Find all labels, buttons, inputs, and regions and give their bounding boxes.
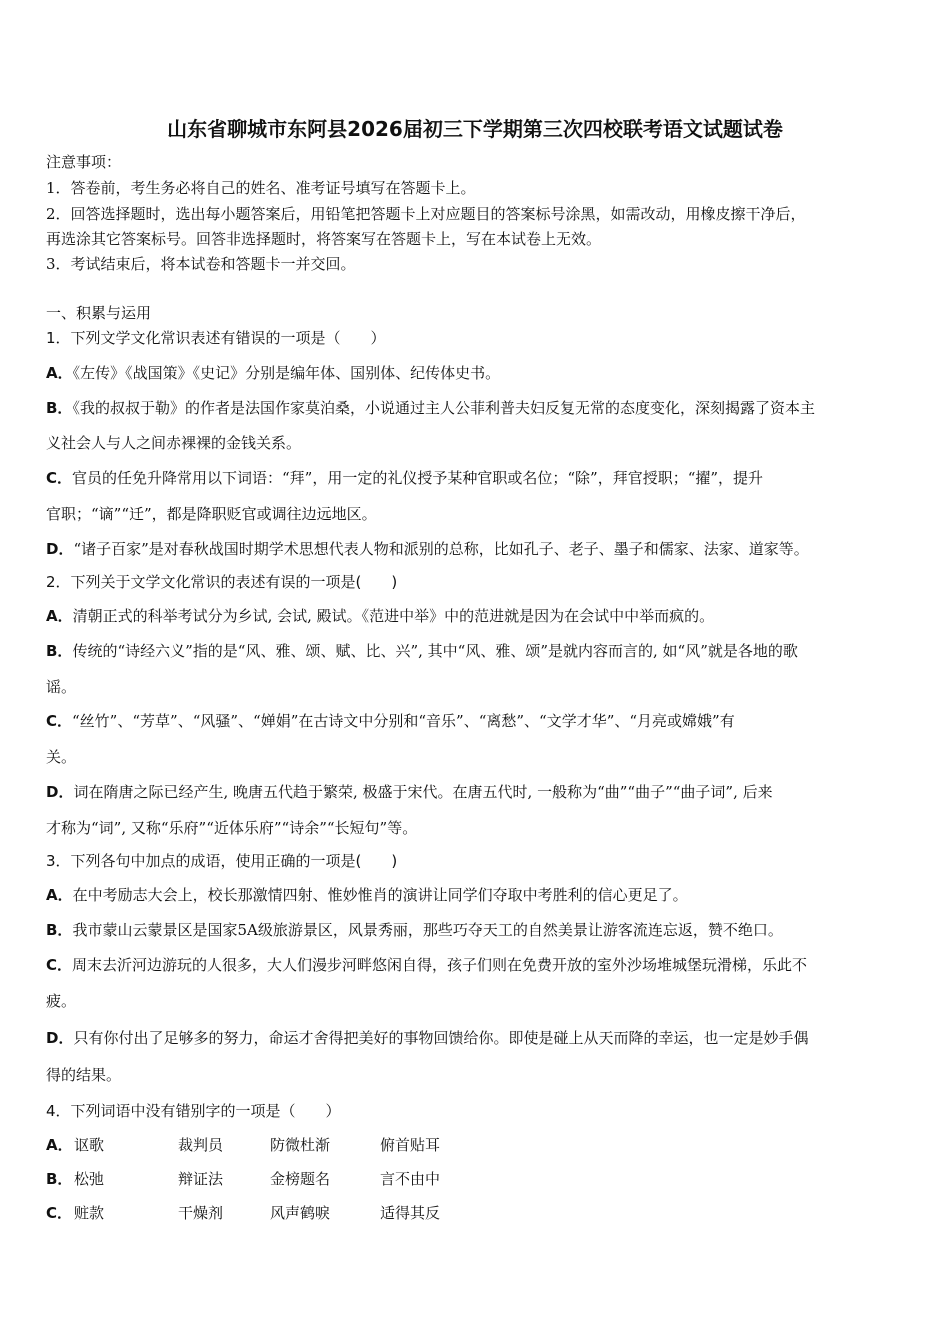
option-b [46,640,798,661]
section-heading: 一、积累与运用 [46,304,152,322]
option-b [46,1168,440,1189]
option-label: D． [46,540,74,558]
option-word: 讴歌 [74,1136,105,1154]
option-text: 清朝正式的科举考试分为乡试, 会试, 殿试。《范进中举》中的范进就是因为在会试中中举而疯的。 [72,607,715,625]
option-d [46,538,809,559]
question-stem: 4．下列词语中没有错别字的一项是（ ） [46,1102,341,1120]
option-word: 裁判员 [178,1136,224,1154]
option-label: B． [46,1170,73,1188]
option-continuation: 义社会人与人之间赤裸裸的金钱关系。 [46,434,302,452]
option-word: 辩证法 [178,1170,224,1188]
option-word: 适得其反 [380,1204,441,1222]
option-word: 干燥剂 [178,1204,224,1222]
option-continuation: 疲。 [46,992,77,1010]
option-b [46,919,783,940]
option-label: A． [46,1136,73,1154]
option-a [46,884,688,905]
option-label: D． [46,1029,74,1047]
option-a [46,362,500,383]
question-stem: 2．下列关于文学文化常识的表述有误的一项是( ) [46,573,398,591]
option-c [46,467,763,488]
option-text: 我市蒙山云蒙景区是国家5A级旅游景区，风景秀丽，那些巧夺天工的自然美景让游客流连忘返，赞不绝口。 [72,921,783,939]
note-item: 3．考试结束后，将本试卷和答题卡一并交回。 [46,255,356,273]
option-continuation: 得的结果。 [46,1066,122,1084]
option-label: B． [46,399,73,417]
option-text: 《左传》《战国策》《史记》分别是编年体、国别体、纪传体史书。 [72,364,501,382]
option-continuation: 谣。 [46,678,77,696]
option-text: 传统的“诗经六义”指的是“风、雅、颂、赋、比、兴”, 其中“风、雅、颂”是就内容而言的, 如“风”就是各地的歌 [72,642,798,660]
option-continuation: 才称为“词”, 又称“乐府”“近体乐府”“诗余”“长短句”等。 [46,819,418,837]
note-item: 再选涂其它答案标号。回答非选择题时，将答案写在答题卡上，写在本试卷上无效。 [46,230,602,248]
option-text: “丝竹”、“芳草”、“风骚”、“婵娟”在古诗文中分别和“音乐”、“离愁”、“文学才华”、“月亮或嫦娥”有 [72,712,735,730]
option-c [46,954,807,975]
option-label: A． [46,364,73,382]
option-word: 风声鹤唳 [270,1204,331,1222]
option-text: 只有你付出了足够多的努力，命运才舍得把美好的事物回馈给你。即使是碰上从天而降的幸运，也一定是妙手偶 [73,1029,809,1047]
option-label: D． [46,783,74,801]
option-text: 周末去沂河边游玩的人很多，大人们漫步河畔悠闲自得，孩子们则在免费开放的室外沙场堆城堡玩滑梯，乐此不 [72,956,808,974]
page-title: 山东省聊城市东阿县2026届初三下学期第三次四校联考语文试题试卷 [167,117,783,141]
question-stem: 1．下列文学文化常识表述有错误的一项是（ ） [46,329,386,347]
note-item: 2．回答选择题时，选出每小题答案后，用铅笔把答题卡上对应题目的答案标号涂黑，如需改动，用橡皮擦干净后， [46,205,806,223]
option-d [46,1027,808,1048]
option-label: C． [46,469,73,487]
option-text: 官员的任免升降常用以下词语：“拜”，用一定的礼仪授予某种官职或名位；“除”，拜官授职；“擢”，提升 [72,469,764,487]
option-label: A． [46,886,73,904]
option-text: “诸子百家”是对春秋战国时期学术思想代表人物和派别的总称，比如孔子、老子、墨子和儒家、法家、道家等。 [73,540,809,558]
option-label: B． [46,921,73,939]
option-text: 词在隋唐之际已经产生, 晚唐五代趋于繁荣, 极盛于宋代。在唐五代时, 一般称为“曲”“曲子”“曲子词”, 后来 [73,783,773,801]
option-a [46,1134,440,1155]
option-label: C． [46,712,73,730]
option-word: 俯首贴耳 [380,1136,441,1154]
option-b [46,397,815,418]
option-continuation: 关。 [46,748,77,766]
option-d [46,781,773,802]
option-text: 《我的叔叔于勒》的作者是法国作家莫泊桑，小说通过主人公菲利普夫妇反复无常的态度变化，深刻揭露了资本主 [72,399,815,417]
option-text: 在中考励志大会上，校长那激情四射、惟妙惟肖的演讲让同学们夺取中考胜利的信心更足了。 [72,886,688,904]
option-label: A． [46,607,73,625]
option-word: 言不由中 [380,1170,441,1188]
option-c [46,1202,440,1223]
option-label: C． [46,956,73,974]
note-item: 1．答卷前，考生务必将自己的姓名、准考证号填写在答题卡上。 [46,179,476,197]
option-word: 金榜题名 [270,1170,331,1188]
option-word: 松弛 [74,1170,105,1188]
option-c [46,710,735,731]
option-label: C． [46,1204,73,1222]
option-continuation: 官职；“谪”“迁”，都是降职贬官或调往边远地区。 [46,505,377,523]
option-a [46,605,714,626]
notes-heading: 注意事项： [46,153,122,171]
question-stem: 3．下列各句中加点的成语，使用正确的一项是( ) [46,852,398,870]
option-word: 防微杜渐 [270,1136,331,1154]
option-label: B． [46,642,73,660]
option-word: 赃款 [74,1204,105,1222]
